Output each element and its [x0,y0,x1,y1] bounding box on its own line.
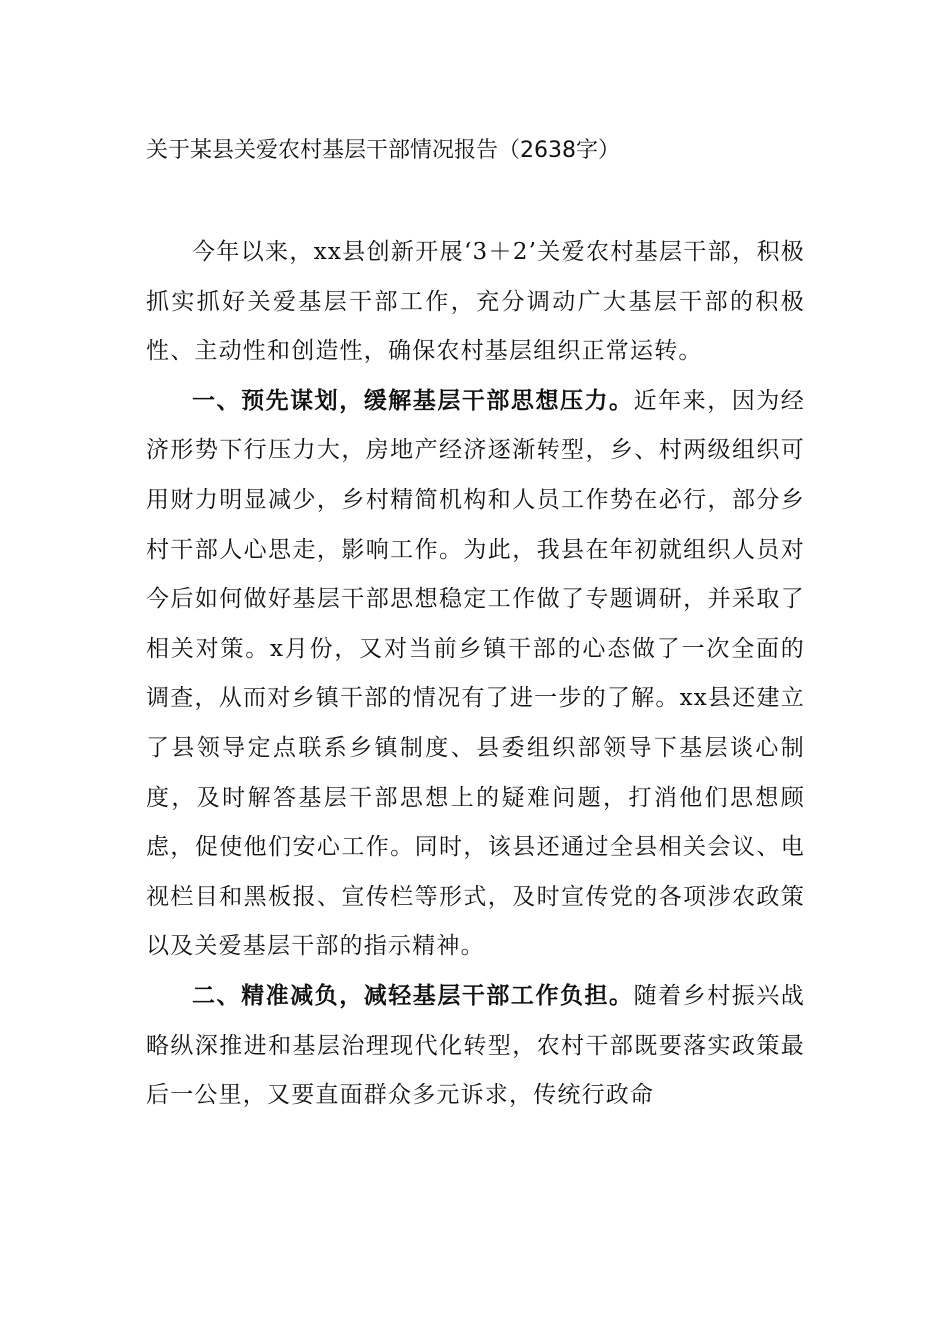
document-title: 关于某县关爱农村基层干部情况报告（2638字） [146,138,620,163]
document-body [146,228,805,1121]
section-one-paragraph [146,377,805,972]
section-one-heading: 一、预先谋划，缓解基层干部思想压力。 [192,387,634,414]
section-one-text: 近年来，因为经济形势下行压力大，房地产经济逐渐转型，乡、村两级组织可用财力明显减少，乡村精简机构和人员工作势在必行，部分乡村干部人心思走，影响工作。为此，我县在年初就组织人员对今后如何做好基层干部思想稳定工作做了专题调研，并采取了相关对策。x月份，又对当前乡镇干部的心态做了一次全面的调查，从而对乡镇干部的情况有了进一步的了解。xx县还建立了县领导定点联系乡镇制度、县委组织部领导下基层谈心制度，及时解答基层干部思想上的疑难问题，打消他们思想顾虑，促使他们安心工作。同时，该县还通过全县相关会议、电视栏目和黑板报、宣传栏等形式，及时宣传党的各项涉农政策以及关爱基层干部的指示精神。 [146,387,805,960]
section-two-text: 随着乡村振兴战略纵深推进和基层治理现代化转型，农村干部既要落实政策最后一公里，又要直面群众多元诉求，传统行政命 [146,982,805,1109]
section-two-paragraph [146,972,805,1121]
intro-paragraph-text: 今年以来，xx县创新开展‘3＋2’关爱农村基层干部，积极抓实抓好关爱基层干部工作，充分调动广大基层干部的积极性、主动性和创造性，确保农村基层组织正常运转。 [146,239,805,365]
section-two-heading: 二、精准减负，减轻基层干部工作负担。 [192,982,634,1009]
intro-paragraph [146,228,805,377]
